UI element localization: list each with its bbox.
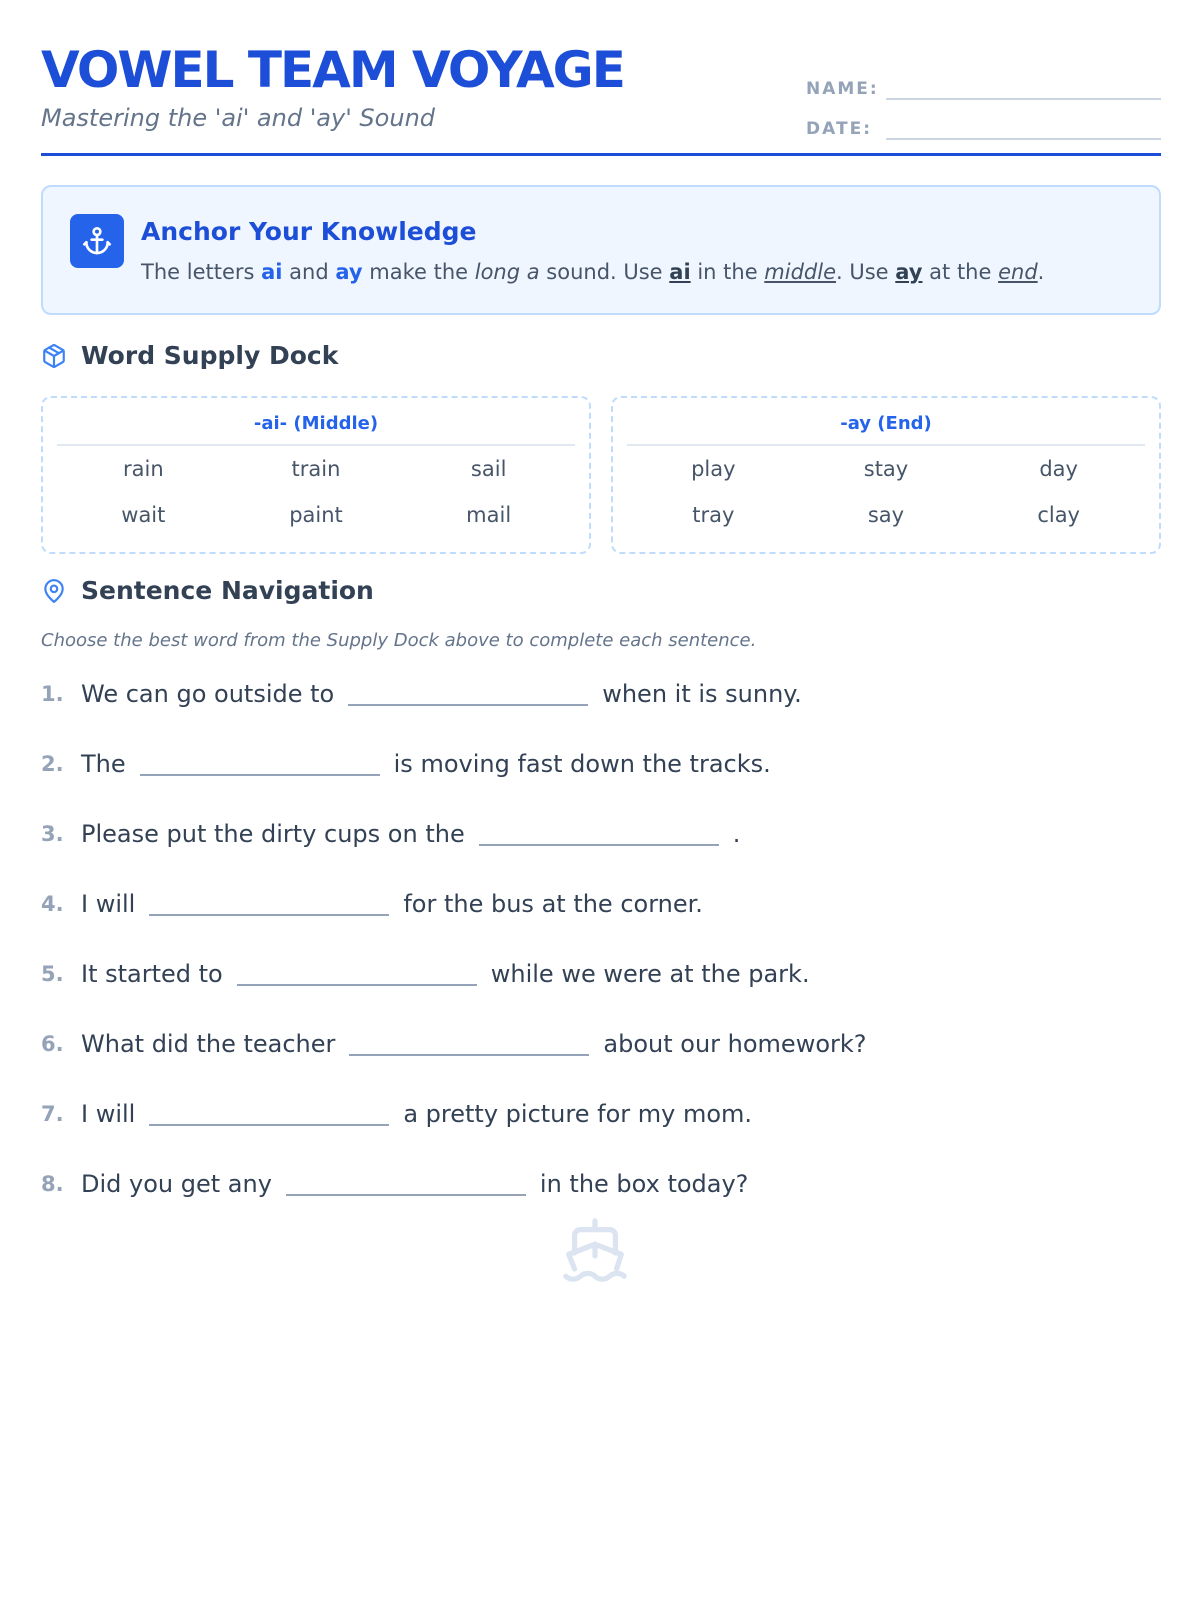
answer-blank[interactable] (237, 956, 477, 986)
sentence-text (81, 746, 771, 782)
word-item: play (691, 457, 736, 481)
sentence-item (41, 1026, 1161, 1096)
page-title: VOWEL TEAM VOYAGE (41, 41, 624, 99)
sentence-number: 5. (41, 962, 64, 986)
word-item: wait (121, 503, 166, 527)
answer-blank[interactable] (140, 746, 380, 776)
box-icon (41, 343, 67, 369)
ai-highlight: ai (261, 260, 283, 284)
ai-underlined: ai (669, 260, 691, 284)
sentence-number: 3. (41, 822, 64, 846)
date-row (806, 110, 1161, 140)
sentence-before: I will (81, 890, 136, 918)
text-segment: and (282, 260, 336, 284)
sentence-before: It started to (81, 960, 223, 988)
end-emphasis: end (998, 260, 1038, 284)
sentence-before: We can go outside to (81, 680, 335, 708)
ay-word-list (627, 454, 1145, 530)
text-segment: The letters (141, 260, 262, 284)
word-item: say (867, 503, 905, 527)
knowledge-text (141, 257, 1044, 287)
sentence-text (81, 816, 740, 852)
name-label: NAME: (806, 79, 879, 99)
sentence-number: 6. (41, 1032, 64, 1056)
sentence-text (81, 676, 802, 712)
ay-word-box (611, 396, 1161, 554)
sentence-list (41, 676, 1161, 1236)
sentence-text (81, 1166, 748, 1202)
sentence-item (41, 676, 1161, 746)
text-segment: sound. Use (539, 260, 670, 284)
header (41, 40, 1161, 156)
word-item: mail (466, 503, 512, 527)
word-item: rain (123, 457, 164, 481)
sentence-item (41, 956, 1161, 1026)
sentence-after: when it is sunny. (602, 680, 802, 708)
location-pin-icon (41, 578, 67, 604)
navigation-section-header (41, 575, 374, 607)
ay-highlight: ay (335, 260, 363, 284)
date-label: DATE: (806, 119, 872, 139)
knowledge-box (41, 185, 1161, 315)
answer-blank[interactable] (149, 1096, 389, 1126)
answer-blank[interactable] (149, 886, 389, 916)
word-item: clay (1037, 503, 1080, 527)
sentence-before: The (81, 750, 126, 778)
sentence-text (81, 1096, 752, 1132)
sentence-before: I will (81, 1100, 136, 1128)
sentence-number: 2. (41, 752, 64, 776)
text-segment: make the (362, 260, 475, 284)
long-a-emphasis: long a (474, 260, 540, 284)
word-item: train (291, 457, 341, 481)
sentence-text (81, 956, 810, 992)
navigation-title: Sentence Navigation (81, 576, 374, 605)
anchor-icon (70, 214, 124, 268)
date-field[interactable] (886, 116, 1161, 140)
answer-blank[interactable] (479, 816, 719, 846)
sentence-item (41, 816, 1161, 886)
word-item: tray (692, 503, 735, 527)
sentence-text (81, 1026, 867, 1062)
name-row (806, 70, 1161, 100)
ay-underlined: ay (895, 260, 923, 284)
ai-heading: -ai- (Middle) (57, 410, 575, 446)
knowledge-title: Anchor Your Knowledge (141, 217, 477, 246)
answer-blank[interactable] (348, 676, 588, 706)
sentence-number: 8. (41, 1172, 64, 1196)
name-field[interactable] (886, 76, 1161, 100)
text-segment: . (1037, 260, 1045, 284)
sentence-after: . (732, 820, 741, 848)
word-item: sail (470, 457, 507, 481)
answer-blank[interactable] (286, 1166, 526, 1196)
instructions: Choose the best word from the Supply Dock above to complete each sentence. (41, 630, 757, 651)
sentence-after: while we were at the park. (490, 960, 810, 988)
sentence-number: 4. (41, 892, 64, 916)
word-item: day (1039, 457, 1078, 481)
sentence-number: 1. (41, 682, 64, 706)
ay-heading: -ay (End) (627, 410, 1145, 446)
sentence-text (81, 886, 703, 922)
sentence-number: 7. (41, 1102, 64, 1126)
sentence-before: Did you get any (81, 1170, 272, 1198)
word-item: stay (863, 457, 909, 481)
sentence-item (41, 746, 1161, 816)
sentence-after: in the box today? (539, 1170, 749, 1198)
word-item: paint (289, 503, 343, 527)
ai-word-box (41, 396, 591, 554)
word-supply-dock (41, 396, 1161, 554)
sentence-item (41, 886, 1161, 956)
sentence-after: about our homework? (603, 1030, 867, 1058)
sentence-after: for the bus at the corner. (403, 890, 703, 918)
sentence-item (41, 1096, 1161, 1166)
sentence-before: What did the teacher (81, 1030, 336, 1058)
middle-emphasis: middle (764, 260, 837, 284)
answer-blank[interactable] (349, 1026, 589, 1056)
worksheet-page (41, 40, 1161, 1198)
page-subtitle: Mastering the 'ai' and 'ay' Sound (41, 104, 436, 132)
sentence-before: Please put the dirty cups on the (81, 820, 465, 848)
dock-section-header (41, 340, 338, 372)
ai-word-list (57, 454, 575, 530)
sentence-after: is moving fast down the tracks. (393, 750, 771, 778)
ship-icon (560, 1215, 630, 1285)
dock-title: Word Supply Dock (81, 341, 339, 370)
text-segment: . Use (836, 260, 896, 284)
text-segment: at the (922, 260, 999, 284)
sentence-after: a pretty picture for my mom. (403, 1100, 753, 1128)
text-segment: in the (690, 260, 765, 284)
